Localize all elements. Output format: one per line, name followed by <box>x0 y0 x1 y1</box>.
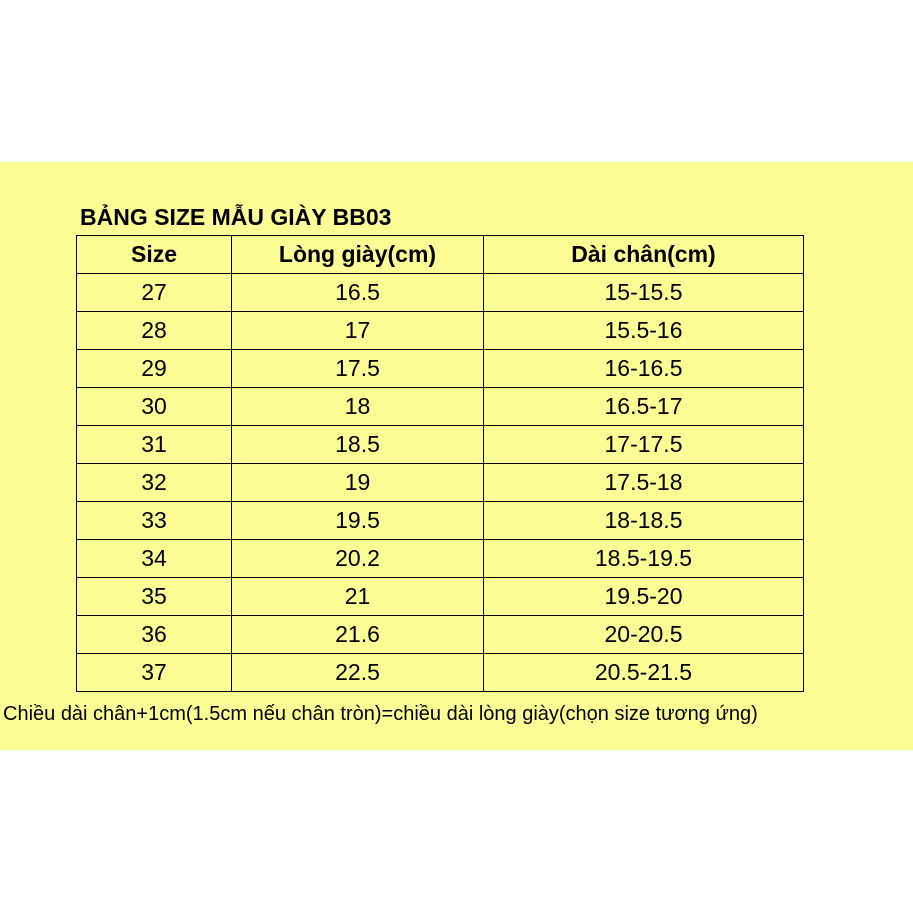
table-row <box>77 274 804 312</box>
table-row <box>77 616 804 654</box>
cell-size: 27 <box>77 274 232 312</box>
cell-insole: 18 <box>232 388 484 426</box>
cell-insole: 20.2 <box>232 540 484 578</box>
header-foot-length: Dài chân(cm) <box>484 236 804 274</box>
cell-insole: 16.5 <box>232 274 484 312</box>
cell-size: 32 <box>77 464 232 502</box>
size-table <box>76 235 804 692</box>
cell-insole: 19.5 <box>232 502 484 540</box>
cell-foot: 16.5-17 <box>484 388 804 426</box>
fitting-note: Chiều dài chân+1cm(1.5cm nếu chân tròn)=chiều dài lòng giày(chọn size tương ứng) <box>3 703 758 725</box>
table-row <box>77 388 804 426</box>
cell-foot: 18.5-19.5 <box>484 540 804 578</box>
cell-size: 36 <box>77 616 232 654</box>
cell-foot: 20-20.5 <box>484 616 804 654</box>
cell-size: 30 <box>77 388 232 426</box>
cell-size: 28 <box>77 312 232 350</box>
cell-insole: 17 <box>232 312 484 350</box>
chart-title: BẢNG SIZE MẪU GIÀY BB03 <box>80 204 392 230</box>
cell-foot: 15-15.5 <box>484 274 804 312</box>
table-row <box>77 464 804 502</box>
table-header-row <box>77 236 804 274</box>
cell-foot: 18-18.5 <box>484 502 804 540</box>
table-row <box>77 540 804 578</box>
table-row <box>77 426 804 464</box>
cell-size: 37 <box>77 654 232 692</box>
cell-size: 35 <box>77 578 232 616</box>
table-row <box>77 654 804 692</box>
cell-insole: 18.5 <box>232 426 484 464</box>
cell-size: 33 <box>77 502 232 540</box>
cell-size: 31 <box>77 426 232 464</box>
cell-foot: 20.5-21.5 <box>484 654 804 692</box>
table-row <box>77 312 804 350</box>
size-chart-panel <box>0 162 913 750</box>
table-row <box>77 578 804 616</box>
cell-foot: 17-17.5 <box>484 426 804 464</box>
cell-insole: 19 <box>232 464 484 502</box>
cell-insole: 21.6 <box>232 616 484 654</box>
cell-size: 29 <box>77 350 232 388</box>
cell-foot: 17.5-18 <box>484 464 804 502</box>
header-size: Size <box>77 236 232 274</box>
cell-foot: 16-16.5 <box>484 350 804 388</box>
table-row <box>77 502 804 540</box>
cell-insole: 17.5 <box>232 350 484 388</box>
cell-insole: 22.5 <box>232 654 484 692</box>
header-insole-length: Lòng giày(cm) <box>232 236 484 274</box>
cell-size: 34 <box>77 540 232 578</box>
cell-foot: 15.5-16 <box>484 312 804 350</box>
table-row <box>77 350 804 388</box>
cell-insole: 21 <box>232 578 484 616</box>
cell-foot: 19.5-20 <box>484 578 804 616</box>
